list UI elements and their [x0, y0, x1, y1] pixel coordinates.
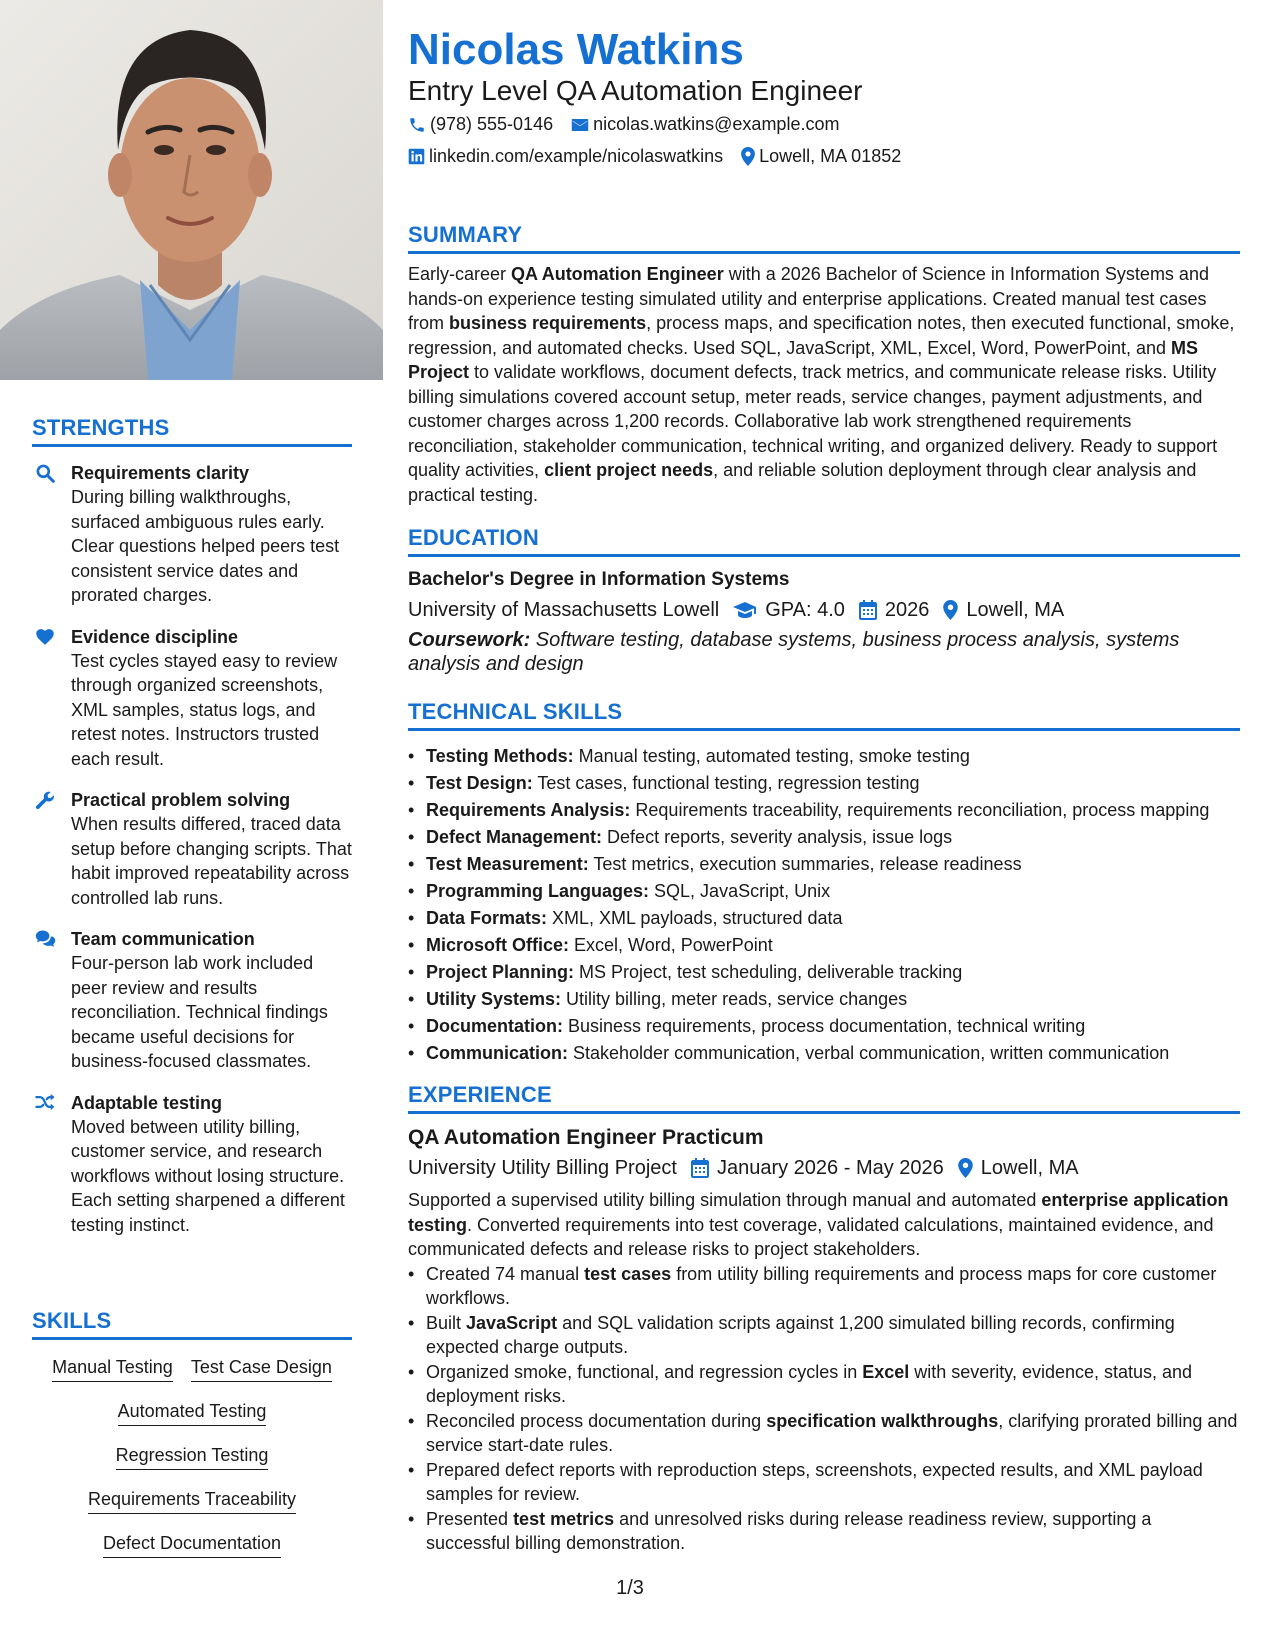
gpa-text: GPA: 4.0 [765, 599, 845, 621]
skill-value: Requirements traceability, requirements reconciliation, process mapping [630, 800, 1210, 820]
technical-skill-item [408, 824, 1240, 851]
technical-skill-item [408, 1013, 1240, 1040]
technical-skill-item [408, 932, 1240, 959]
strength-desc: Four-person lab work included peer review and results reconciliation. Technical findings became useful decisions for business-focused classmates. [71, 953, 328, 1071]
strength-item [32, 1091, 352, 1238]
job-bullet [408, 1507, 1240, 1556]
map-pin-icon [958, 1158, 973, 1178]
emphasis-text: Excel [862, 1361, 910, 1382]
skill-value: Test cases, functional testing, regression testing [532, 773, 920, 793]
skill-row [32, 1399, 352, 1426]
technical-skill-item [408, 851, 1240, 878]
chat-icon [35, 929, 55, 949]
technical-skill-item [408, 797, 1240, 824]
school-text: University of Massachusetts Lowell [408, 599, 720, 621]
technical-skills-section [408, 699, 1240, 1067]
technical-skill-item [408, 878, 1240, 905]
skill-value: Excel, Word, PowerPoint [569, 935, 773, 955]
skill-value: XML, XML payloads, structured data [547, 908, 843, 928]
skill-value: Manual testing, automated testing, smoke testing [573, 746, 970, 766]
phone-icon [408, 116, 426, 134]
strength-desc: When results differed, traced data setup before changing scripts. That habit improved repeatability across controlled lab runs. [71, 814, 352, 908]
text-run: Supported a supervised utility billing simulation through manual and automated [408, 1190, 1042, 1210]
skill-value: Business requirements, process documentation, technical writing [563, 1016, 1086, 1036]
wrench-icon [35, 790, 55, 810]
skill-label: Programming Languages: [426, 881, 650, 901]
year-text: 2026 [884, 599, 930, 621]
envelope-icon [571, 117, 589, 133]
technical-skills-heading: TECHNICAL SKILLS [408, 699, 1240, 731]
strengths-section [32, 415, 352, 1237]
education-heading: EDUCATION [408, 525, 1240, 557]
graduation-year [859, 596, 930, 624]
text-run: Created 74 manual [426, 1263, 585, 1284]
text-run: Prepared defect reports with reproduction steps, screenshots, expected results, and XML payload samples for review. [426, 1459, 1203, 1504]
job-location [958, 1154, 1079, 1182]
skill-row [32, 1443, 352, 1470]
skill-chip: Manual Testing [52, 1355, 173, 1382]
skill-label: Defect Management: [426, 827, 603, 847]
technical-skill-item [408, 743, 1240, 770]
text-run: and SQL validation scripts against 1,200 simulated billing records, confirming expected charge outputs. [426, 1312, 1175, 1357]
skill-chip: Automated Testing [118, 1399, 267, 1426]
technical-skill-item [408, 770, 1240, 797]
skill-chip: Requirements Traceability [88, 1487, 296, 1514]
strength-title: Requirements clarity [71, 463, 250, 483]
summary-section [408, 222, 1240, 507]
graduation-cap-icon [733, 601, 757, 619]
map-pin-icon [741, 147, 755, 166]
strength-item [32, 927, 352, 1074]
strength-title: Team communication [71, 929, 255, 949]
email-contact[interactable] [571, 114, 839, 135]
location-text: Lowell, MA 01852 [759, 146, 902, 166]
skill-label: Requirements Analysis: [426, 800, 631, 820]
emphasis-text: client project needs [544, 460, 714, 480]
page-number: 1/3 [616, 1577, 644, 1599]
emphasis-text: enterprise application testing [408, 1190, 1229, 1235]
strength-item [32, 461, 352, 608]
education-section [408, 525, 1240, 676]
coursework-label: Coursework: [408, 629, 531, 651]
emphasis-text: business requirements [449, 313, 647, 333]
skill-chip: Test Case Design [191, 1355, 332, 1382]
job-dates [691, 1154, 944, 1182]
text-run: and unresolved risks during release readiness review, supporting a successful billing demonstration. [426, 1508, 1152, 1553]
technical-skill-item [408, 986, 1240, 1013]
edu-location-text: Lowell, MA [966, 599, 1065, 621]
profile-photo [0, 0, 383, 380]
technical-skill-item [408, 1040, 1240, 1067]
skill-label: Data Formats: [426, 908, 548, 928]
job-bullet [408, 1311, 1240, 1360]
skills-heading: SKILLS [32, 1308, 352, 1340]
text-run: Built [426, 1312, 467, 1333]
emphasis-text: specification walkthroughs [766, 1410, 999, 1431]
location-contact [741, 146, 901, 167]
emphasis-text: test metrics [513, 1508, 615, 1529]
text-run: with severity, evidence, status, and deployment risks. [426, 1361, 1193, 1406]
skill-value: SQL, JavaScript, Unix [649, 881, 831, 901]
skill-value: Test metrics, execution summaries, release readiness [588, 854, 1022, 874]
skill-label: Testing Methods: [426, 746, 574, 766]
text-run: Reconciled process documentation during [426, 1410, 767, 1431]
job-location-text: Lowell, MA [980, 1157, 1079, 1179]
phone-text: (978) 555-0146 [430, 114, 554, 134]
skills-section [32, 1308, 352, 1558]
linkedin-text[interactable]: linkedin.com/example/nicolaswatkins [429, 146, 724, 166]
experience-heading: EXPERIENCE [408, 1082, 1240, 1114]
text-run: Presented [426, 1508, 514, 1529]
linkedin-icon [408, 148, 425, 165]
skill-label: Test Measurement: [426, 854, 589, 874]
skill-label: Microsoft Office: [426, 935, 570, 955]
emphasis-text: QA Automation Engineer [511, 264, 724, 284]
email-text[interactable]: nicolas.watkins@example.com [593, 114, 840, 134]
skills-list [32, 1355, 352, 1558]
skill-value: Defect reports, severity analysis, issue logs [602, 827, 953, 847]
coursework-text: Software testing, database systems, business process analysis, systems analysis and design [408, 629, 1180, 675]
org-text: University Utility Billing Project [408, 1157, 677, 1179]
skill-row [32, 1487, 352, 1514]
strength-title: Adaptable testing [71, 1092, 223, 1113]
job-intro [408, 1188, 1240, 1262]
skill-label: Communication: [426, 1043, 568, 1063]
gpa [733, 596, 845, 624]
candidate-name: Nicolas Watkins [408, 25, 744, 74]
technical-skill-item [408, 959, 1240, 986]
text-run: to validate workflows, document defects, track metrics, and communicate release risks. Utility billing simulations covered account setup, meter reads, service changes, payment adjustments, and customer charges across 1,200 records. Collaborative lab work strengthened requirements reconciliation, stakeholder communication, technical writing, and organized delivery. Ready to support quality activities, [408, 362, 1218, 480]
strength-item [32, 625, 352, 772]
left-column [0, 0, 383, 1650]
candidate-title: Entry Level QA Automation Engineer [408, 75, 863, 106]
school-name [408, 596, 719, 624]
job-bullet [408, 1458, 1240, 1507]
job-bullet [408, 1262, 1240, 1311]
dates-text: January 2026 - May 2026 [716, 1157, 944, 1179]
skill-label: Documentation: [426, 1016, 563, 1036]
job-org [408, 1154, 677, 1182]
skill-row [32, 1531, 352, 1558]
phone-contact [408, 114, 553, 135]
text-run: , process maps, and specification notes, then executed functional, smoke, regression, and automated checks. Used SQL, JavaScript, XML, Excel, Word, PowerPoint, and [408, 313, 1235, 358]
skill-row [32, 1355, 352, 1382]
job-bullet [408, 1409, 1240, 1458]
strength-item [32, 788, 352, 910]
text-run: Early-career [408, 264, 512, 284]
education-meta [408, 596, 1240, 624]
skill-value: MS Project, test scheduling, deliverable tracking [574, 962, 963, 982]
job-bullets [408, 1262, 1240, 1556]
contact-row-1 [408, 114, 857, 135]
skill-chip: Defect Documentation [103, 1531, 281, 1558]
calendar-icon [691, 1158, 709, 1178]
emphasis-text: MS Project [408, 337, 1199, 382]
strengths-list [32, 461, 352, 1237]
strength-desc: During billing walkthroughs, surfaced ambiguous rules early. Clear questions helped peers test consistent service dates and prorated charges. [71, 487, 340, 605]
text-run: . Converted requirements into test coverage, validated calculations, maintained evidence, and communicated defects and release risks to project stakeholders. [408, 1214, 1214, 1259]
calendar-icon [859, 600, 877, 620]
technical-skills-list [408, 743, 1240, 1067]
skill-label: Utility Systems: [426, 989, 562, 1009]
text-run: Organized smoke, functional, and regression cycles in [426, 1361, 863, 1382]
skill-label: Project Planning: [426, 962, 575, 982]
summary-heading: SUMMARY [408, 222, 1240, 254]
strengths-heading: STRENGTHS [32, 415, 352, 447]
emphasis-text: JavaScript [466, 1312, 558, 1333]
heart-icon [35, 627, 55, 647]
skill-label: Test Design: [426, 773, 533, 793]
job-title: QA Automation Engineer Practicum [408, 1126, 764, 1149]
text-run: from utility billing requirements and process maps for core customer workflows. [426, 1263, 1217, 1308]
skill-chip: Regression Testing [116, 1443, 269, 1470]
experience-section [408, 1082, 1240, 1556]
strength-desc: Test cycles stayed easy to review through organized screenshots, XML samples, status logs, and retest notes. Instructors trusted each result. [71, 650, 338, 769]
text-run: , and reliable solution deployment through clear analysis and practical testing. [408, 460, 1197, 505]
strength-title: Practical problem solving [71, 790, 291, 810]
search-icon [35, 463, 55, 483]
skill-value: Utility billing, meter reads, service changes [561, 989, 908, 1009]
strength-title: Evidence discipline [71, 626, 239, 647]
coursework [408, 628, 1240, 676]
shuffle-icon [35, 1093, 55, 1113]
education-location [943, 596, 1064, 624]
text-run: with a 2026 Bachelor of Science in Information Systems and hands-on experience testing simulated utility and enterprise applications. Created manual test cases from [408, 264, 1209, 333]
contact-row-2 [408, 146, 919, 167]
skill-value: Stakeholder communication, verbal communication, written communication [568, 1043, 1170, 1063]
linkedin-contact[interactable] [408, 146, 723, 167]
emphasis-text: test cases [584, 1263, 672, 1284]
strength-desc: Moved between utility billing, customer service, and research workflows without losing structure. Each setting sharpened a different testing instinct. [71, 1116, 345, 1235]
degree-name: Bachelor's Degree in Information Systems [408, 569, 790, 590]
technical-skill-item [408, 905, 1240, 932]
job-meta [408, 1154, 1240, 1182]
job-bullet [408, 1360, 1240, 1409]
map-pin-icon [943, 600, 958, 620]
summary-text [408, 262, 1240, 507]
text-run: , clarifying prorated billing and service start-date rules. [426, 1410, 1238, 1455]
